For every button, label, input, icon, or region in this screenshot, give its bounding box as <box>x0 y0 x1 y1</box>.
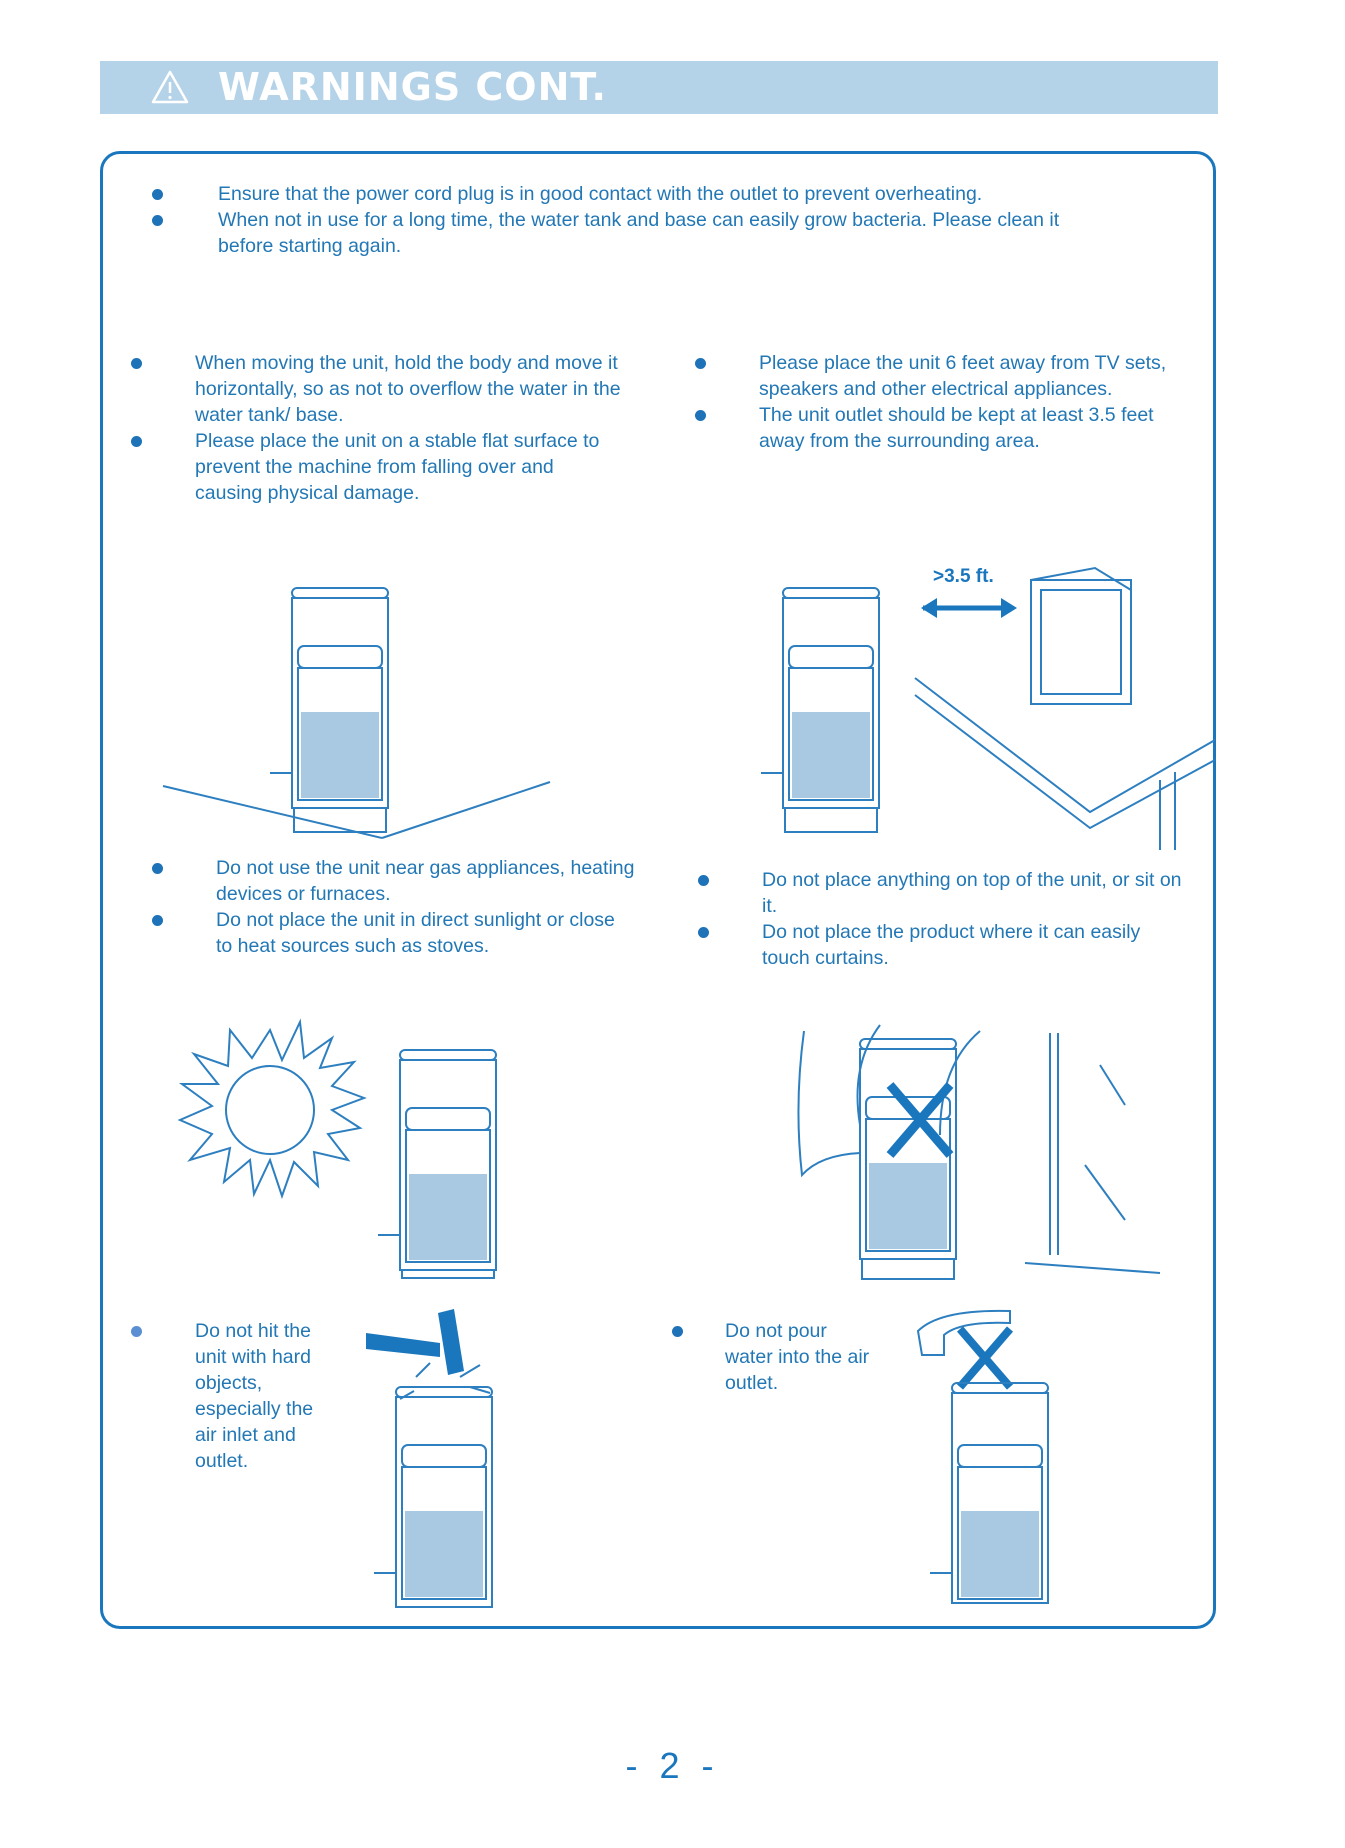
list-item: When not in use for a long time, the water tank and base can easily grow bacteria. Please clean it before starting again. <box>218 207 1118 259</box>
bullet-dot <box>131 1326 142 1337</box>
right-bullet-list-3 <box>725 1318 870 1396</box>
section-header <box>100 61 1218 114</box>
bullet-dot <box>152 915 163 926</box>
faucet-pouring-illustration <box>910 1305 1060 1620</box>
list-item: When moving the unit, hold the body and move it horizontally, so as not to overflow the water in the water tank/ base. <box>195 350 625 428</box>
top-bullet-list <box>218 181 1118 259</box>
list-item: Do not use the unit near gas appliances, heating devices or furnaces. <box>216 855 636 907</box>
section-title: WARNINGS CONT. <box>218 65 607 109</box>
list-item: Do not pour water into the air outlet. <box>725 1318 870 1396</box>
list-item: Ensure that the power cord plug is in good contact with the outlet to prevent overheating. <box>218 181 1118 207</box>
right-bullet-list-1 <box>759 350 1179 454</box>
left-bullet-list-1 <box>195 350 625 506</box>
list-item: Please place the unit 6 feet away from TV sets, speakers and other electrical appliances. <box>759 350 1179 402</box>
list-item: Do not place the unit in direct sunlight or close to heat sources such as stoves. <box>216 907 636 959</box>
sunlight-illustration <box>170 1010 510 1280</box>
unit-on-flat-surface-illustration <box>160 580 560 840</box>
bullet-dot <box>152 863 163 874</box>
bullet-dot <box>131 358 142 369</box>
unit-distance-tv-illustration <box>755 560 1225 860</box>
sun-icon <box>180 1022 364 1196</box>
bullet-dot <box>698 927 709 938</box>
bullet-dot <box>152 189 163 200</box>
list-item: Do not place the product where it can easily touch curtains. <box>762 919 1182 971</box>
hammer-illustration <box>360 1305 520 1615</box>
bullet-dot <box>698 875 709 886</box>
list-item: The unit outlet should be kept at least 3.5 feet away from the surrounding area. <box>759 402 1179 454</box>
bullet-dot <box>695 410 706 421</box>
left-bullet-list-2 <box>216 855 636 959</box>
list-item: Do not hit the unit with hard objects, especially the air inlet and outlet. <box>195 1318 335 1474</box>
list-item: Do not place anything on top of the unit, or sit on it. <box>762 867 1182 919</box>
distance-label: >3.5 ft. <box>933 566 994 587</box>
no-sitting-curtains-illustration <box>780 1025 1170 1285</box>
left-bullet-list-3 <box>195 1318 335 1474</box>
page-number: - 2 - <box>625 1745 720 1786</box>
right-bullet-list-2 <box>762 867 1182 971</box>
bullet-dot <box>131 436 142 447</box>
bullet-dot <box>672 1326 683 1337</box>
warning-triangle-icon <box>150 69 190 105</box>
bullet-dot <box>695 358 706 369</box>
hammer-icon <box>366 1309 464 1375</box>
bullet-dot <box>152 215 163 226</box>
list-item: Please place the unit on a stable flat surface to prevent the machine from falling over and causing physical damage. <box>195 428 625 506</box>
